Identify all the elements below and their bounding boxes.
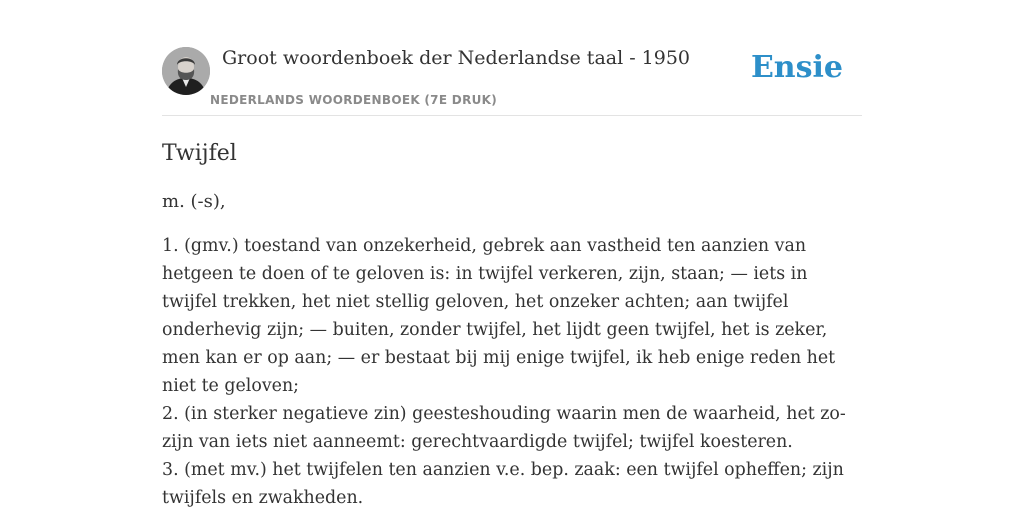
portrait-avatar-icon [162, 47, 210, 95]
definition-sense: 1. (gmv.) toestand van onzekerheid, gebrek aan vastheid ten aanzien van hetgeen te doen of te geloven is: in twijfel verkeren, zijn, staan; — iets in twijfel trekken, het niet stellig geloven, het onzeker achten; aan twijfel onderhevig zijn; — buiten, zonder twijfel, het lijdt geen twijfel, het is zeker, men kan er op aan; — er bestaat bij mij enige twijfel, ik heb enige reden het niet te geloven; [162, 236, 836, 396]
source-subtitle: NEDERLANDS WOORDENBOEK (7E DRUK) [210, 93, 498, 107]
ensie-logo-link[interactable]: Ensie [750, 50, 843, 85]
dictionary-entry-card [162, 40, 862, 512]
source-header [162, 40, 862, 116]
author-avatar[interactable] [162, 47, 210, 95]
definition-body [162, 232, 862, 512]
grammar-info: m. (-s), [162, 191, 226, 212]
definition-sense: 3. (met mv.) het twijfelen ten aanzien v.e. bep. zaak: een twijfel opheffen; zijn twijfels en zwakheden. [162, 460, 844, 508]
entry-headword: Twijfel [162, 141, 237, 166]
source-title[interactable]: Groot woordenboek der Nederlandse taal - 1950 [222, 47, 691, 69]
definition-sense: 2. (in sterker negatieve zin) geesteshouding waarin men de waarheid, het zo-zijn van iets niet aanneemt: gerechtvaardigde twijfel; twijfel koesteren. [162, 404, 846, 452]
